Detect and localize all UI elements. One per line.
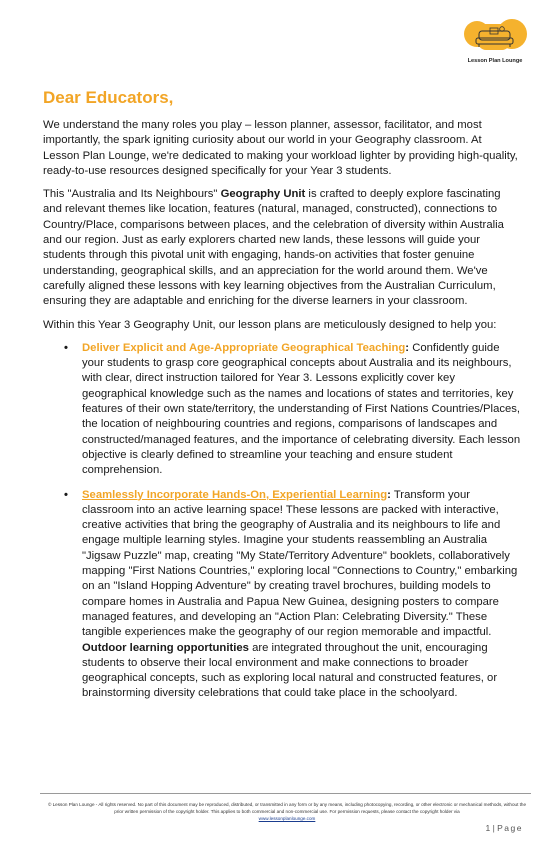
point-bold-text: Outdoor learning opportunities	[82, 641, 249, 654]
unit-text-end: is crafted to deeply explore fascinating and relevant themes like location, features (natural, managed, constructed), connections to Country/Place, comparisons between places, and the celebration of diversity within Australia and our region. Just as early explorers charted new lands, these lessons will guide your students through this pivotal unit with engaging, hands-on activities that foster genuine understanding, geographical skills, and an appreciation for the world around them. We've carefully aligned these lessons with key learning objectives from the Australian Curriculum, ensuring they are adaptable and enriching for the diverse learners in your classroom.	[43, 188, 504, 308]
logo	[462, 18, 528, 72]
letter-body	[43, 118, 521, 711]
copyright-notice	[46, 802, 528, 822]
footer-divider	[40, 793, 531, 794]
objectives-list	[43, 341, 521, 702]
unit-paragraph	[43, 187, 521, 309]
point-title: Deliver Explicit and Age-Appropriate Geographical Teaching	[82, 341, 406, 354]
point-text: Transform your classroom into an active learning space! These lessons are packed with interactive, creative activities that bring the geography of Australia and its neighbours to life and engage multiple learning styles. Imagine your students reassembling an Australia "Jigsaw Puzzle" map, creating "My State/Territory Adventure" booklets, collaboratively mapping "First Nations Countries," exploring local "Connections to Country," embarking on an "Island Hopping Adventure" by creating travel brochures, building models to compare homes in Australia and Papua New Guinea, designing posters to compare managed features, and developing an "Action Plan: Celebrating Diversity." These tangible experiences make the geography of our region memorable and impactful.	[82, 488, 518, 639]
page-number	[485, 823, 523, 833]
point-colon: :	[405, 341, 410, 354]
page-number-value: 1	[485, 823, 491, 833]
point-colon: :	[387, 488, 391, 501]
greeting-heading: Dear Educators,	[43, 88, 174, 107]
list-item	[43, 341, 521, 479]
website-link[interactable]: www.lessonplanlounge.com	[258, 815, 316, 821]
couch-logo-icon	[462, 18, 528, 58]
point-text-end: are integrated throughout the unit, encouraging students to observe their local environment and make connections to broader geographical concepts, such as exploring local natural and constructed features, or brainstorming diversity celebrations that could take place in the schoolyard.	[82, 641, 498, 700]
copyright-text: © Lesson Plan Lounge - All rights reserved. No part of this document may be reproduced, distributed, or transmitted in any form or by any means, including photocopying, recording, or other electronic or mechanical methods, without the prior written permission of the copyright holder. This applies to both commercial and non-commercial use. For permission requests, please contact the copyright holder via	[47, 802, 527, 814]
unit-text-start: This "Australia and Its Neighbours"	[43, 188, 221, 201]
list-item	[43, 488, 521, 702]
unit-bold-text: Geography Unit	[220, 188, 306, 201]
page-separator: |	[490, 823, 498, 833]
page-label: Page	[497, 823, 523, 833]
bullet: •	[64, 341, 68, 354]
lead-in-paragraph: Within this Year 3 Geography Unit, our lesson plans are meticulously designed to help you:	[43, 318, 497, 331]
point-title: Seamlessly Incorporate Hands-On, Experiential Learning	[82, 488, 388, 501]
bullet: •	[64, 488, 68, 501]
logo-text: Lesson Plan Lounge	[467, 58, 523, 64]
intro-paragraph: We understand the many roles you play – lesson planner, assessor, facilitator, and most importantly, the spark igniting curiosity about our world in your Geography classroom. At Lesson Plan Lounge, we're dedicated to making your workload lighter by providing high-quality, ready-to-use resources designed specifically for your Year 3 students.	[43, 119, 518, 177]
point-text: Confidently guide your students to grasp core geographical concepts about Australia and its neighbours, with clear, direct instruction tailored for Year 3. Lessons explicitly cover key geographical knowledge such as the names and locations of states and territories, key features of their own state/territory, the understanding of First Nations Countries/Places, the location of neighbouring countries and regions, comparisons of landscapes and constructed/managed features, and the importance of celebrating diversity. Each lesson objective is clearly defined to streamline your teaching and ensure student comprehension.	[82, 341, 521, 477]
